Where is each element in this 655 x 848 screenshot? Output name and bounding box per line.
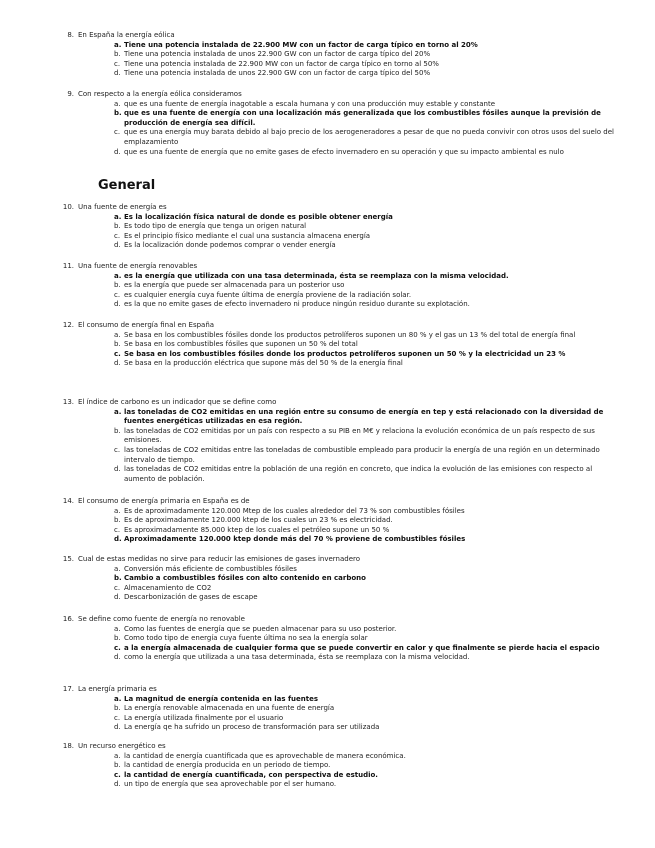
option-item	[114, 331, 618, 341]
question-stem	[58, 685, 618, 695]
question-text: Una fuente de energía renovables	[78, 262, 198, 270]
question-text: El consumo de energía final en España	[78, 321, 215, 329]
option-item	[114, 780, 618, 790]
question-stem	[58, 615, 618, 625]
option-text: a la energía almacenada de cualquier forma que se puede convertir en calor y que finalmente se pierde hacia el espacio	[124, 643, 600, 652]
option-item	[114, 148, 618, 158]
option-letter: a.	[114, 271, 122, 280]
option-text: Descarbonización de gases de escape	[124, 593, 258, 602]
option-text: como la energía que utilizada a una tasa determinada, ésta se reemplaza con la misma velocidad.	[124, 653, 470, 662]
option-letter: a.	[114, 40, 122, 49]
option-letter: a.	[114, 212, 122, 221]
option-letter: a.	[114, 506, 121, 515]
option-correct	[114, 574, 618, 584]
question-text: El consumo de energía primaria en España es de	[78, 497, 250, 505]
question-9	[58, 90, 618, 157]
option-item	[114, 714, 618, 724]
option-text: las toneladas de CO2 emitidas en una región entre su consumo de energía en tep y está relacionado con la diversidad de fuentes energéticas utilizadas en esa región.	[124, 407, 604, 426]
option-item	[114, 752, 618, 762]
option-item	[114, 634, 618, 644]
option-item	[114, 723, 618, 733]
option-text: Es de aproximadamente 120.000 ktep de los cuales un 23 % es electricidad.	[124, 516, 393, 525]
option-letter: b.	[114, 574, 122, 583]
question-stem	[58, 742, 618, 752]
option-letter: d.	[114, 465, 121, 474]
question-number: 9.	[67, 90, 74, 98]
option-item	[114, 584, 618, 594]
option-letter: d.	[114, 359, 121, 368]
option-letter: c.	[114, 643, 121, 652]
question-12	[58, 321, 618, 369]
option-text: Se basa en los combustibles fósiles donde los productos petrolíferos suponen un 50 % y la electricidad un 23 %	[124, 349, 566, 358]
option-letter: c.	[114, 231, 121, 240]
question-stem	[58, 321, 618, 331]
question-18	[58, 742, 618, 790]
option-letter: c.	[114, 770, 121, 779]
option-item	[114, 761, 618, 771]
option-text: Tiene una potencia instalada de 22.900 MW con un factor de carga típico en torno al 20%	[124, 40, 478, 49]
question-text: Se define como fuente de energía no renovable	[78, 615, 245, 623]
option-letter: d.	[114, 780, 121, 789]
option-item	[114, 625, 618, 635]
option-list	[114, 565, 618, 603]
option-item	[114, 565, 618, 575]
option-correct	[114, 272, 618, 282]
option-item	[114, 60, 618, 70]
option-letter: a.	[114, 694, 122, 703]
option-list	[114, 695, 618, 733]
option-correct	[114, 109, 618, 128]
question-text: Con respecto a la energía eólica consideramos	[78, 90, 242, 98]
question-stem	[58, 90, 618, 100]
question-text: En España la energía eólica	[78, 31, 175, 39]
option-correct	[114, 350, 618, 360]
option-text: Se basa en los combustibles fósiles que suponen un 50 % del total	[124, 340, 358, 349]
option-letter: b.	[114, 516, 121, 525]
option-list	[114, 41, 618, 79]
question-17	[58, 685, 618, 733]
option-list	[114, 752, 618, 790]
option-text: Como todo tipo de energía cuya fuente última no sea la energía solar	[124, 634, 368, 643]
option-letter: c.	[114, 59, 121, 68]
question-stem	[58, 398, 618, 408]
question-number: 15.	[62, 555, 74, 563]
option-letter: a.	[114, 330, 121, 339]
option-letter: b.	[114, 426, 121, 435]
option-text: las toneladas de CO2 emitidas entre las toneladas de combustible empleado para producir la energía de una región en un determinado intervalo de tiempo.	[124, 445, 600, 464]
option-letter: b.	[114, 340, 121, 349]
option-text: La energía qe ha sufrido un proceso de transformación para ser utilizada	[124, 723, 380, 732]
option-text: Es todo tipo de energía que tenga un origen natural	[124, 222, 307, 231]
option-text: es la que no emite gases de efecto invernadero ni produce ningún residuo durante su explotación.	[124, 300, 470, 309]
option-correct	[114, 41, 618, 51]
question-number: 11.	[62, 262, 74, 270]
option-text: es la energía que utilizada con una tasa determinada, ésta se reemplaza con la misma velocidad.	[124, 271, 509, 280]
option-text: Cambio a combustibles fósiles con alto contenido en carbono	[124, 574, 366, 583]
option-item	[114, 446, 618, 465]
option-list	[114, 100, 618, 158]
option-letter: d.	[114, 535, 122, 544]
option-letter: c.	[114, 349, 121, 358]
option-text: que es una energía muy barata debido al bajo precio de los aerogeneradores a pesar de que no pueda convivir con otros usos del suelo del emplazamiento	[124, 128, 614, 146]
option-letter: b.	[114, 281, 121, 290]
option-text: la cantidad de energía cuantificada, con perspectiva de estudio.	[124, 770, 378, 779]
question-stem	[58, 555, 618, 565]
option-text: la cantidad de energía producida en un periodo de tiempo.	[124, 761, 331, 770]
option-letter: c.	[114, 290, 121, 299]
question-number: 14.	[62, 497, 74, 505]
question-number: 17.	[62, 685, 74, 693]
option-letter: a.	[114, 751, 121, 760]
option-item	[114, 340, 618, 350]
option-letter: d.	[114, 69, 121, 78]
option-letter: b.	[114, 222, 121, 231]
option-item	[114, 507, 618, 517]
option-item	[114, 291, 618, 301]
option-list	[114, 625, 618, 663]
question-stem	[58, 203, 618, 213]
option-letter: b.	[114, 634, 121, 643]
question-13	[58, 398, 618, 484]
option-correct	[114, 213, 618, 223]
option-letter: d.	[114, 300, 121, 309]
option-text: Es la localización física natural de donde es posible obtener energía	[124, 212, 393, 221]
option-letter: a.	[114, 99, 121, 108]
option-text: las toneladas de CO2 emitidas entre la población de una región en concreto, que indica la evolución de las emisiones con respecto al aumento de población.	[124, 465, 593, 483]
option-text: La energía renovable almacenada en una fuente de energía	[124, 704, 335, 713]
option-correct	[114, 408, 618, 427]
option-list	[114, 272, 618, 310]
option-text: Tiene una potencia instalada de unos 22.900 GW con un factor de carga típico del 50%	[124, 69, 431, 78]
option-letter: c.	[114, 713, 121, 722]
question-text: El índice de carbono es un indicador que se define como	[78, 398, 277, 406]
question-number: 10.	[62, 203, 74, 211]
option-item	[114, 232, 618, 242]
option-text: Almacenamiento de CO2	[124, 583, 212, 592]
question-text: La energía primaria es	[78, 685, 157, 693]
option-text: un tipo de energía que sea aprovechable por el ser humano.	[124, 780, 337, 789]
option-letter: c.	[114, 128, 121, 137]
option-text: la cantidad de energía cuantificada que es aprovechable de manera económica.	[124, 751, 406, 760]
option-letter: a.	[114, 564, 121, 573]
option-item	[114, 704, 618, 714]
option-text: que es una fuente de energía inagotable a escala humana y con una producción muy estable y constante	[124, 99, 496, 108]
option-item	[114, 465, 618, 484]
option-letter: c.	[114, 445, 121, 454]
option-letter: b.	[114, 109, 122, 118]
option-item	[114, 222, 618, 232]
option-letter: d.	[114, 723, 121, 732]
option-letter: b.	[114, 761, 121, 770]
option-text: Es la localización donde podemos comprar o vender energía	[124, 241, 336, 250]
question-text: Un recurso energético es	[78, 742, 166, 750]
option-item	[114, 653, 618, 663]
question-15	[58, 555, 618, 603]
option-letter: c.	[114, 525, 121, 534]
option-letter: b.	[114, 50, 121, 59]
question-number: 16.	[62, 615, 74, 623]
option-item	[114, 241, 618, 251]
option-letter: b.	[114, 704, 121, 713]
question-number: 13.	[62, 398, 74, 406]
option-letter: d.	[114, 653, 121, 662]
option-text: Tiene una potencia instalada de unos 22.900 GW con un factor de carga típico del 20%	[124, 50, 431, 59]
option-text: Se basa en los combustibles fósiles donde los productos petrolíferos suponen un 80 % y el gas un 13 % del total de energía final	[124, 330, 576, 339]
option-item	[114, 359, 618, 369]
option-item	[114, 526, 618, 536]
option-correct	[114, 535, 618, 545]
option-item	[114, 300, 618, 310]
option-item	[114, 100, 618, 110]
option-letter: a.	[114, 624, 121, 633]
question-stem	[58, 497, 618, 507]
option-item	[114, 516, 618, 526]
section-heading-general: General	[98, 178, 156, 193]
option-item	[114, 281, 618, 291]
option-correct	[114, 644, 618, 654]
question-text: Una fuente de energía es	[78, 203, 167, 211]
option-text: que es una fuente de energía que no emite gases de efecto invernadero en su operación y que su impacto ambiental es nulo	[124, 147, 564, 156]
option-letter: c.	[114, 583, 121, 592]
option-text: Como las fuentes de energía que se pueden almacenar para su uso posterior.	[124, 624, 397, 633]
option-text: Es el principio físico mediante el cual una sustancia almacena energía	[124, 231, 371, 240]
question-stem	[58, 262, 618, 272]
option-list	[114, 213, 618, 251]
option-text: Es aproximadamente 85.000 ktep de los cuales el petróleo supone un 50 %	[124, 525, 390, 534]
option-item	[114, 593, 618, 603]
option-letter: d.	[114, 241, 121, 250]
option-letter: d.	[114, 593, 121, 602]
question-14	[58, 497, 618, 545]
option-text: Aproximadamente 120.000 ktep donde más del 70 % proviene de combustibles fósiles	[124, 535, 466, 544]
option-text: es la energía que puede ser almacenada para un posterior uso	[124, 281, 345, 290]
question-11	[58, 262, 618, 310]
option-list	[114, 507, 618, 545]
option-letter: d.	[114, 147, 121, 156]
option-letter: a.	[114, 407, 122, 416]
option-item	[114, 69, 618, 79]
option-text: las toneladas de CO2 emitidas por un país con respecto a su PIB en M€ y relaciona la evolución económica de un país respecto de sus emisiones.	[124, 426, 595, 445]
option-text: Es de aproximadamente 120.000 Mtep de los cuales alrededor del 73 % son combustibles fósiles	[124, 506, 465, 515]
option-item	[114, 128, 618, 147]
question-number: 8.	[67, 31, 74, 39]
question-10	[58, 203, 618, 251]
question-number: 12.	[62, 321, 74, 329]
option-text: Se basa en la producción eléctrica que supone más del 50 % de la energía final	[124, 359, 403, 368]
option-text: que es una fuente de energía con una localización más generalizada que los combustibles fósiles aunque la previsión de producción de energía sea difícil.	[124, 109, 601, 127]
option-text: La energía utilizada finalmente por el usuario	[124, 713, 284, 722]
question-8	[58, 31, 618, 79]
question-text: Cual de estas medidas no sirve para reducir las emisiones de gases invernadero	[78, 555, 361, 563]
option-correct	[114, 695, 618, 705]
option-list	[114, 408, 618, 485]
option-correct	[114, 771, 618, 781]
option-text: Tiene una potencia instalada de 22.900 MW con un factor de carga típico en torno al 50%	[124, 59, 439, 68]
question-16	[58, 615, 618, 663]
option-item	[114, 427, 618, 446]
option-text: Conversión más eficiente de combustibles fósiles	[124, 564, 297, 573]
option-text: La magnitud de energía contenida en las fuentes	[124, 694, 319, 703]
option-text: es cualquier energía cuya fuente última de energía proviene de la radiación solar.	[124, 290, 412, 299]
option-item	[114, 50, 618, 60]
question-number: 18.	[62, 742, 74, 750]
question-stem	[58, 31, 618, 41]
option-list	[114, 331, 618, 369]
